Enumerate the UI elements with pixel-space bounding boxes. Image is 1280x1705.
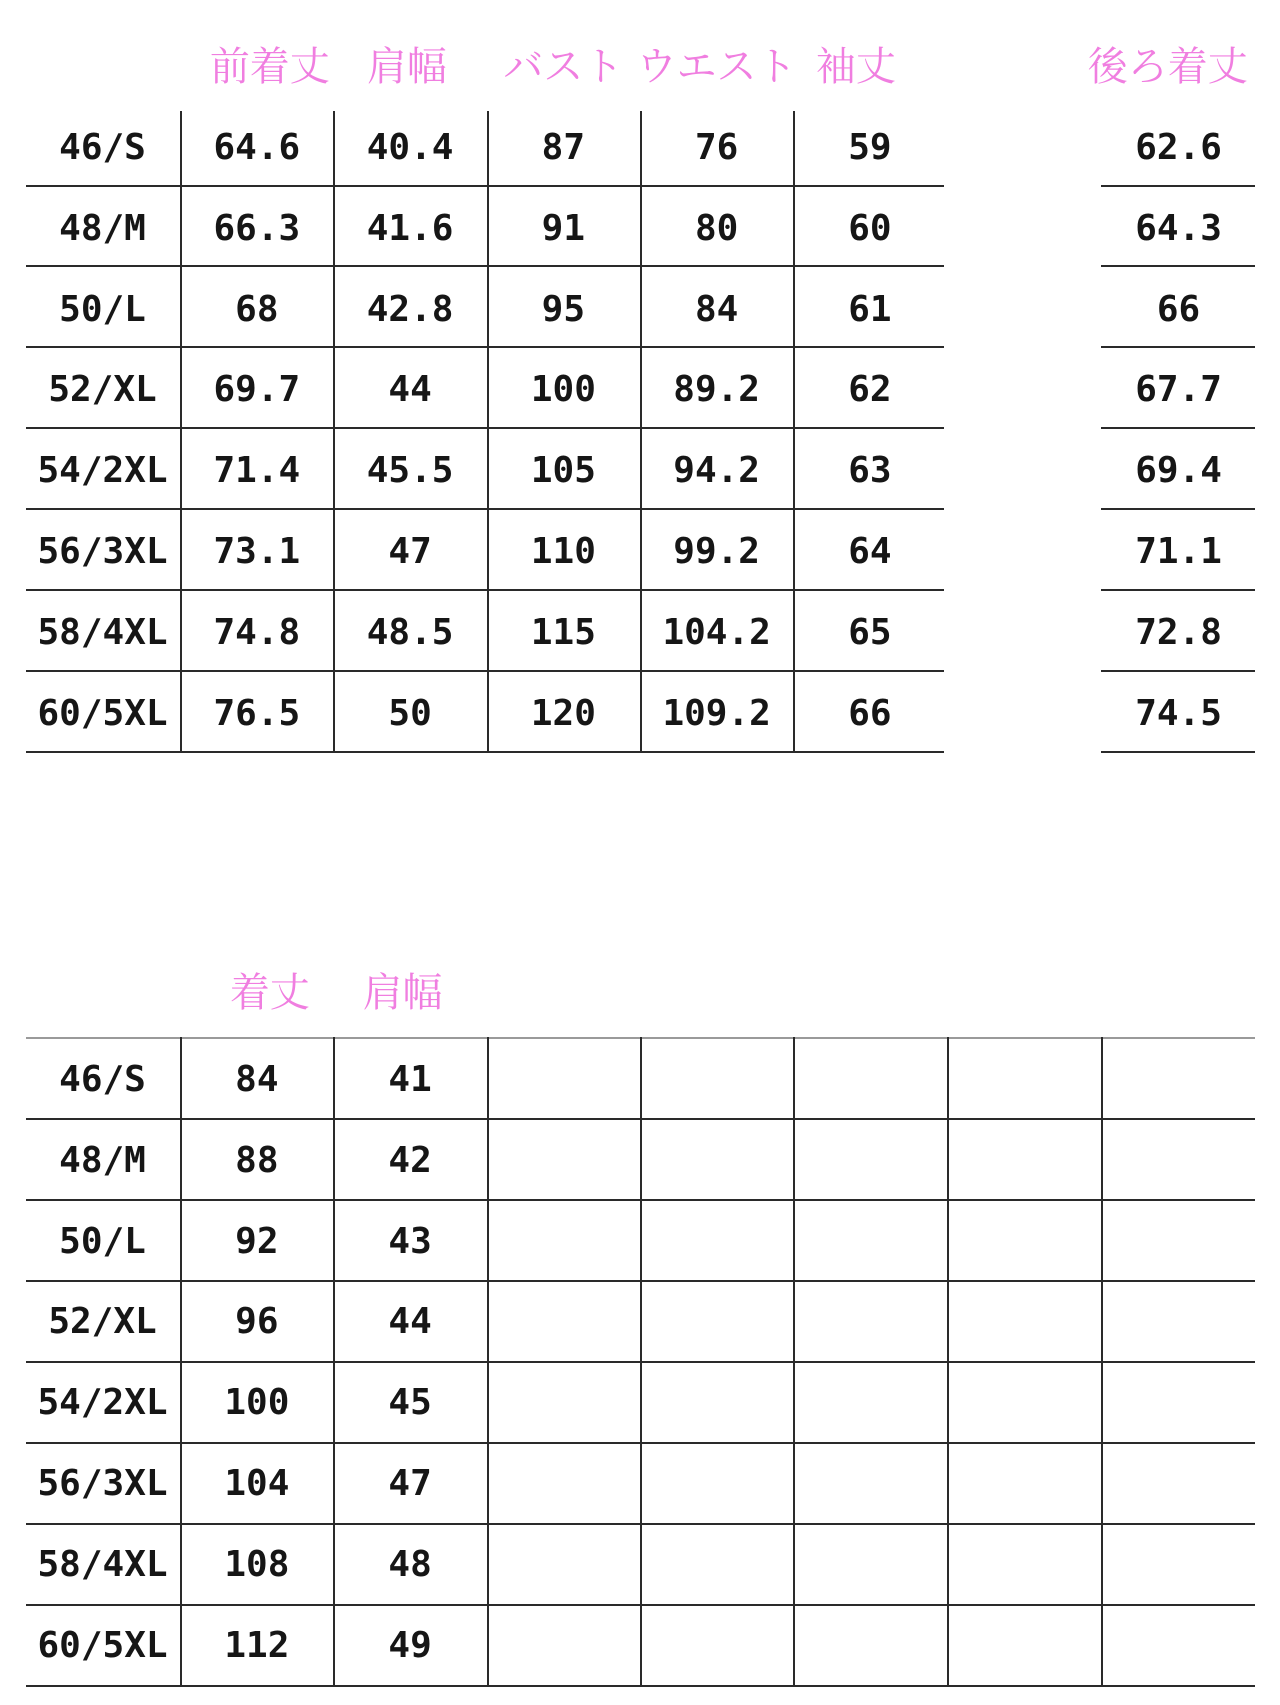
lower-cell: 49 bbox=[388, 1625, 432, 1667]
lower-cell: 104 bbox=[224, 1463, 290, 1505]
upper-row-rule-right bbox=[1101, 185, 1255, 187]
upper-cell: 110 bbox=[530, 531, 596, 573]
upper-cell: 65 bbox=[848, 612, 892, 654]
upper-cell: 64.3 bbox=[1135, 207, 1222, 249]
lower-header-0: 着丈 bbox=[229, 970, 310, 1017]
upper-cell: 68 bbox=[235, 288, 279, 330]
upper-cell: 80 bbox=[694, 207, 739, 249]
lower-cell: 88 bbox=[235, 1139, 279, 1181]
lower-size-label: 52/XL bbox=[48, 1301, 157, 1343]
upper-col-rule bbox=[180, 111, 182, 751]
upper-cell: 115 bbox=[530, 612, 596, 654]
upper-cell: 40.4 bbox=[366, 126, 454, 168]
lower-cell: 112 bbox=[224, 1625, 290, 1667]
lower-cell: 45 bbox=[388, 1382, 432, 1424]
lower-cell: 41 bbox=[388, 1058, 432, 1100]
upper-cell: 84 bbox=[694, 288, 739, 330]
upper-row-rule bbox=[26, 185, 944, 187]
upper-cell: 120 bbox=[530, 693, 596, 735]
lower-cell: 108 bbox=[224, 1544, 290, 1586]
upper-row-rule-right bbox=[1101, 346, 1255, 348]
upper-cell: 64 bbox=[848, 531, 892, 573]
upper-row-rule bbox=[26, 751, 944, 753]
upper-cell: 61 bbox=[848, 288, 892, 330]
lower-col-rule bbox=[487, 1037, 489, 1685]
upper-row-rule-right bbox=[1101, 265, 1255, 267]
upper-cell: 95 bbox=[541, 288, 586, 330]
upper-row-rule-right bbox=[1101, 427, 1255, 429]
upper-cell: 89.2 bbox=[673, 369, 760, 411]
lower-cell: 44 bbox=[388, 1301, 432, 1343]
upper-header-4: 袖丈 bbox=[815, 44, 896, 91]
upper-cell: 74.8 bbox=[213, 612, 301, 654]
upper-cell: 60 bbox=[848, 207, 892, 249]
lower-col-rule bbox=[180, 1037, 182, 1685]
upper-cell: 42.8 bbox=[366, 288, 454, 330]
upper-header-5: 後ろ着丈 bbox=[1087, 44, 1248, 91]
upper-cell: 72.8 bbox=[1135, 612, 1222, 654]
upper-row-rule bbox=[26, 346, 944, 348]
upper-size-label: 60/5XL bbox=[37, 693, 168, 735]
lower-size-label: 50/L bbox=[59, 1220, 146, 1262]
upper-cell: 109.2 bbox=[662, 693, 771, 735]
lower-size-label: 48/M bbox=[59, 1139, 146, 1181]
upper-cell: 71.1 bbox=[1135, 531, 1222, 573]
upper-row-rule-right bbox=[1101, 508, 1255, 510]
lower-cell: 84 bbox=[235, 1058, 279, 1100]
upper-cell: 41.6 bbox=[366, 207, 454, 249]
upper-cell: 74.5 bbox=[1135, 693, 1222, 735]
upper-cell: 76 bbox=[694, 126, 739, 168]
upper-col-rule bbox=[793, 111, 795, 751]
lower-col-rule bbox=[333, 1037, 335, 1685]
upper-cell: 69.4 bbox=[1135, 450, 1222, 492]
upper-cell: 48.5 bbox=[366, 612, 454, 654]
lower-cell: 43 bbox=[388, 1220, 432, 1262]
upper-col-rule bbox=[333, 111, 335, 751]
lower-size-label: 60/5XL bbox=[37, 1625, 168, 1667]
upper-cell: 73.1 bbox=[213, 531, 301, 573]
upper-cell: 94.2 bbox=[673, 450, 760, 492]
upper-row-rule bbox=[26, 670, 944, 672]
upper-size-label: 56/3XL bbox=[37, 531, 168, 573]
upper-size-label: 50/L bbox=[59, 288, 146, 330]
upper-header-1: 肩幅 bbox=[366, 44, 447, 91]
upper-cell: 104.2 bbox=[662, 612, 771, 654]
upper-cell: 67.7 bbox=[1135, 369, 1222, 411]
upper-cell: 91 bbox=[541, 207, 586, 249]
upper-size-label: 58/4XL bbox=[37, 612, 168, 654]
lower-cell: 100 bbox=[224, 1382, 290, 1424]
upper-row-rule-right bbox=[1101, 670, 1255, 672]
upper-header-2: バスト bbox=[503, 44, 624, 91]
upper-cell: 59 bbox=[848, 126, 892, 168]
upper-cell: 87 bbox=[541, 126, 586, 168]
upper-cell: 105 bbox=[530, 450, 596, 492]
upper-row-rule bbox=[26, 265, 944, 267]
upper-cell: 66.3 bbox=[213, 207, 301, 249]
lower-cell: 48 bbox=[388, 1544, 432, 1586]
upper-size-label: 46/S bbox=[59, 126, 146, 168]
upper-cell: 44 bbox=[388, 369, 432, 411]
upper-cell: 63 bbox=[848, 450, 892, 492]
upper-header-3: ウエスト bbox=[636, 44, 797, 91]
lower-cell: 42 bbox=[388, 1139, 432, 1181]
lower-size-label: 46/S bbox=[59, 1058, 146, 1100]
lower-col-rule bbox=[793, 1037, 795, 1685]
lower-size-label: 56/3XL bbox=[37, 1463, 168, 1505]
lower-size-label: 58/4XL bbox=[37, 1544, 168, 1586]
lower-cell: 47 bbox=[388, 1463, 432, 1505]
upper-cell: 45.5 bbox=[366, 450, 454, 492]
lower-size-label: 54/2XL bbox=[37, 1382, 168, 1424]
upper-cell: 69.7 bbox=[213, 369, 301, 411]
upper-size-label: 54/2XL bbox=[37, 450, 168, 492]
upper-cell: 64.6 bbox=[213, 126, 301, 168]
upper-cell: 71.4 bbox=[213, 450, 301, 492]
lower-header-1: 肩幅 bbox=[362, 970, 443, 1017]
upper-cell: 66 bbox=[848, 693, 892, 735]
upper-cell: 66 bbox=[1156, 288, 1201, 330]
upper-row-rule bbox=[26, 508, 944, 510]
upper-cell: 47 bbox=[388, 531, 432, 573]
upper-row-rule bbox=[26, 589, 944, 591]
upper-cell: 99.2 bbox=[673, 531, 760, 573]
upper-row-rule bbox=[26, 427, 944, 429]
lower-cell: 96 bbox=[235, 1301, 279, 1343]
upper-cell: 76.5 bbox=[213, 693, 301, 735]
lower-cell: 92 bbox=[235, 1220, 279, 1262]
upper-col-rule bbox=[487, 111, 489, 751]
lower-col-rule bbox=[947, 1037, 949, 1685]
lower-row-rule bbox=[26, 1685, 1255, 1687]
upper-cell: 62.6 bbox=[1135, 126, 1222, 168]
upper-size-label: 48/M bbox=[59, 207, 146, 249]
lower-col-rule bbox=[640, 1037, 642, 1685]
upper-col-rule bbox=[640, 111, 642, 751]
upper-row-rule-right bbox=[1101, 751, 1255, 753]
upper-row-rule-right bbox=[1101, 589, 1255, 591]
lower-col-rule bbox=[1101, 1037, 1103, 1685]
upper-cell: 50 bbox=[388, 693, 432, 735]
upper-cell: 62 bbox=[848, 369, 892, 411]
upper-header-0: 前着丈 bbox=[209, 44, 330, 91]
upper-cell: 100 bbox=[530, 369, 596, 411]
upper-size-label: 52/XL bbox=[48, 369, 157, 411]
